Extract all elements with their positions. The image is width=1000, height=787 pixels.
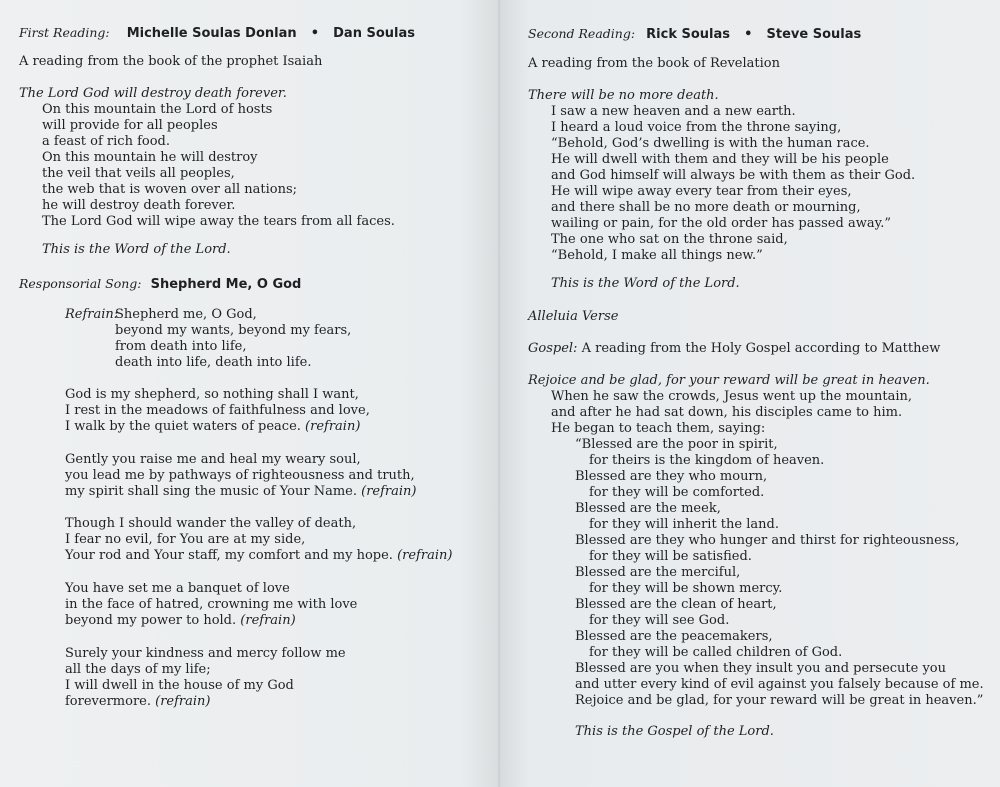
gospel-ending-line: Blessed are you when they insult you and persecute you [575,661,947,676]
right-page [500,0,1000,787]
refrain-tag: (refrain) [240,613,296,628]
refrain-tag: (refrain) [305,419,361,434]
verse-last-line [65,419,360,435]
refrain-tag: (refrain) [155,694,211,709]
refrain-label: Refrain: [65,307,119,322]
refrain-tag: (refrain) [397,548,453,563]
gospel-intro: A reading from the Holy Gospel according to Matthew [581,341,941,356]
first-reader-name: Michelle Soulas Donlan [126,26,297,41]
responsorial-heading [19,273,301,291]
verse-line: I rest in the meadows of faithfulness and love, [65,403,370,418]
reading-line: On this mountain he will destroy [42,150,258,165]
refrain-line: beyond my wants, beyond my fears, [115,323,352,338]
first-reading-intro: A reading from the book of the prophet Isaiah [19,54,323,69]
reading-line: wailing or pain, for the old order has passed away.” [551,216,891,231]
verse-last-line [65,694,211,710]
gospel-closing: This is the Gospel of the Lord. [575,724,774,739]
verse-last-line [65,548,452,564]
verse-line: all the days of my life; [65,662,211,677]
reading-line: the web that is woven over all nations; [42,182,298,197]
gospel-summary: Rejoice and be glad, for your reward will be great in heaven. [528,373,930,388]
beatitude-reward: for theirs is the kingdom of heaven. [589,453,825,468]
second-reading-reader1: Rick Soulas [646,27,730,42]
beatitude-line: Blessed are they who mourn, [575,469,768,484]
first-reading-heading [19,22,415,40]
verse-line: you lead me by pathways of righteousness and truth, [65,468,415,483]
beatitude-line: Blessed are the merciful, [575,565,741,580]
reading-line: The Lord God will wipe away the tears from all faces. [42,214,395,229]
refrain-line: death into life, death into life. [115,355,312,370]
verse-last-line [65,613,296,629]
second-reading-reader2: Steve Soulas [766,27,862,42]
reading-line: On this mountain the Lord of hosts [42,102,273,117]
reading-line: will provide for all peoples [42,118,218,133]
beatitude-line: Blessed are the clean of heart, [575,597,777,612]
beatitude-reward: for they will be satisfied. [589,549,752,564]
beatitude-line: Blessed are the meek, [575,501,721,516]
verse-line: God is my shepherd, so nothing shall I want, [65,387,359,402]
first-reading-summary: The Lord God will destroy death forever. [19,86,287,101]
reading-line: The one who sat on the throne said, [551,232,788,247]
beatitude-reward: for they will be comforted. [589,485,765,500]
verse-line: Surely your kindness and mercy follow me [65,646,346,661]
verse-line: forevermore. [65,694,151,709]
second-reader-name: Dan Soulas [333,26,415,41]
second-reading-closing: This is the Word of the Lord. [551,276,740,291]
reader-separator: • [744,27,753,42]
first-reading-label: First Reading: [19,25,110,40]
alleluia-verse: Alleluia Verse [528,309,619,324]
gospel-ending-line: and utter every kind of evil against you falsely because of me. [575,677,984,692]
verse-line: in the face of hatred, crowning me with love [65,597,358,612]
verse-line: I fear no evil, for You are at my side, [65,532,306,547]
verse-last-line [65,484,417,500]
reader-separator: • [310,26,320,41]
reading-line: and there shall be no more death or mourning, [551,200,861,215]
beatitude-reward: for they will inherit the land. [589,517,779,532]
beatitude-reward: for they will see God. [589,613,730,628]
reading-line: I heard a loud voice from the throne saying, [551,120,842,135]
verse-line: Your rod and Your staff, my comfort and my hope. [65,548,393,563]
verse-line: beyond my power to hold. [65,613,237,628]
reading-line: he will destroy death forever. [42,198,236,213]
gospel-line: When he saw the crowds, Jesus went up the mountain, [551,389,913,404]
reading-line: a feast of rich food. [42,134,171,149]
beatitude-reward: for they will be called children of God. [589,645,843,660]
gospel-label: Gospel: [528,341,578,356]
verse-line: I will dwell in the house of my God [65,678,294,693]
reading-line: “Behold, I make all things new.” [551,248,763,263]
responsorial-label: Responsorial Song: [19,276,142,291]
gospel-line: and after he had sat down, his disciples came to him. [551,405,903,420]
gospel-heading [528,341,940,357]
first-reading-closing: This is the Word of the Lord. [42,242,231,257]
verse-line: Gently you raise me and heal my weary soul, [65,452,361,467]
gospel-ending-line: Rejoice and be glad, for your reward will be great in heaven.” [575,693,984,708]
reading-line: He will wipe away every tear from their eyes, [551,184,852,199]
reading-line: the veil that veils all peoples, [42,166,235,181]
beatitude-reward: for they will be shown mercy. [589,581,783,596]
second-reading-label: Second Reading: [528,26,636,41]
gospel-line: He began to teach them, saying: [551,421,766,436]
reading-line: and God himself will always be with them as their God. [551,168,916,183]
beatitude-line: Blessed are they who hunger and thirst for righteousness, [575,533,960,548]
verse-line: You have set me a banquet of love [65,581,290,596]
reading-line: “Behold, God’s dwelling is with the human race. [551,136,870,151]
verse-line: my spirit shall sing the music of Your Name. [65,484,357,499]
refrain-line: Shepherd me, O God, [115,307,257,322]
verse-line: Though I should wander the valley of death, [65,516,357,531]
reading-line: He will dwell with them and they will be his people [551,152,889,167]
verse-line: I walk by the quiet waters of peace. [65,419,301,434]
beatitude-line: “Blessed are the poor in spirit, [575,437,778,452]
second-reading-intro: A reading from the book of Revelation [528,56,780,71]
beatitude-line: Blessed are the peacemakers, [575,629,773,644]
song-title: Shepherd Me, O God [150,277,302,292]
refrain-line: from death into life, [115,339,247,354]
second-reading-heading [528,23,861,41]
second-reading-summary: There will be no more death. [528,88,719,103]
reading-line: I saw a new heaven and a new earth. [551,104,796,119]
refrain-tag: (refrain) [361,484,417,499]
